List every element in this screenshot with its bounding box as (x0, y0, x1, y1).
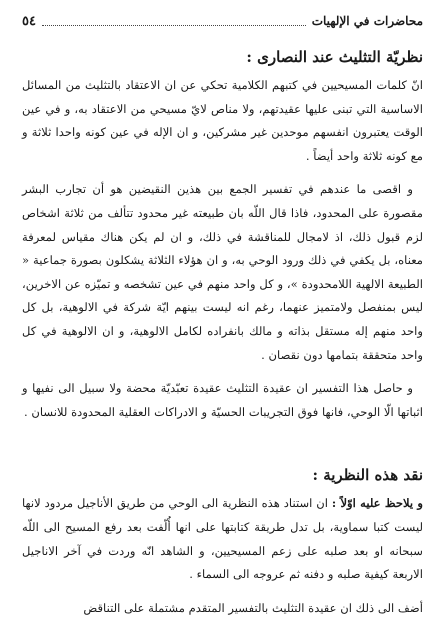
page-number: ٥٤ (22, 13, 36, 29)
paragraph-spacer (22, 587, 423, 597)
paragraph-spacer (22, 168, 423, 178)
paragraph-spacer (22, 367, 423, 377)
running-header (22, 10, 423, 32)
section-heading-critique: نقد هذه النظرية : (312, 466, 423, 485)
section-spacer (22, 424, 423, 450)
paragraph-3: و حاصل هذا التفسير ان عقيدة التثليث عقيدة تعبّديّة محضة ولا سبيل الى نفيها و اثباتها الّا الوحي، فانها فوق التجريبات الحسيّة و الادراكات العقلية المحدودة للانسان . (22, 381, 423, 419)
paragraph-4 (22, 492, 423, 586)
paragraph-5: أضف الى ذلك ان عقيدة التثليث بالتفسير المتقدم مشتملة على التناقض (83, 600, 423, 615)
running-title: محاضرات في الإلهيات (311, 14, 423, 28)
paragraph-4-text: ان استناد هذه النظرية الى الوحي من طريق الأناجيل مردود لانها ليست كتبا سماوية، بل تدل طريقة كتابتها على انها أُلّفت بعد رفع المسيح الى اللّه سبحانه او بعد صلبه على زعم المسيحيين، و الشاهد انّه وردت في آخر الاناجيل الاربعة كيفية صلبه و دفنه ثم عروجه الى السماء . (22, 496, 423, 582)
paragraph-2: و اقصى ما عندهم في تفسير الجمع بين هذين النقيضين هو أن تجارب البشر مقصورة على المحدود، فاذا قال اللّه بان طبيعته غير محدود تتألف من ثلاثة اشخاص لزم قبول ذلك، اذ لامجال للمناقشة في ذلك، و ان لم يكن هناك مقياس لمعرفة معناه، بل يكفي في ذلك ورود الوحي به، و ان هؤلاء الثلاثة يشكلون بصورة جماعية « الطبيعة الالهية اللامحدودة »، و كل واحد منهم في عين تشخصه و تميّزه عن الاخرين، ليس بمنفصل ولامتميز عنهما، رغم انه ليست بينهم ايّة شركة في الالوهية، بل كل واحد منهم إله مستقل بذاته و مالك بانفراده لكامل الالوهية، و ان الالوهية في كل واحد متحققة بتمامها دون نقصان . (22, 182, 423, 362)
paragraph-1: انّ كلمات المسيحيين في كتبهم الكلامية تحكي عن ان الاعتقاد بالتثليث من المسائل الاساسية التي تبنى عليها عقيدتهم، ولا مناص لايّ مسيحي من الاعتقاد به، و في عين الوقت يعتبرون انفسهم موحدين غير مشركين، و ان الإله في عين كونه واحدا ثلاثة و مع كونه ثلاثة واحد أيضاً . (22, 78, 423, 163)
section-heading-trinity: نظريّة التثليث عند النصارى : (246, 48, 423, 66)
book-page (22, 10, 423, 625)
header-dotted-rule (42, 17, 306, 26)
lead-phrase: و يلاحظ عليه اوّلاً : (331, 496, 424, 511)
